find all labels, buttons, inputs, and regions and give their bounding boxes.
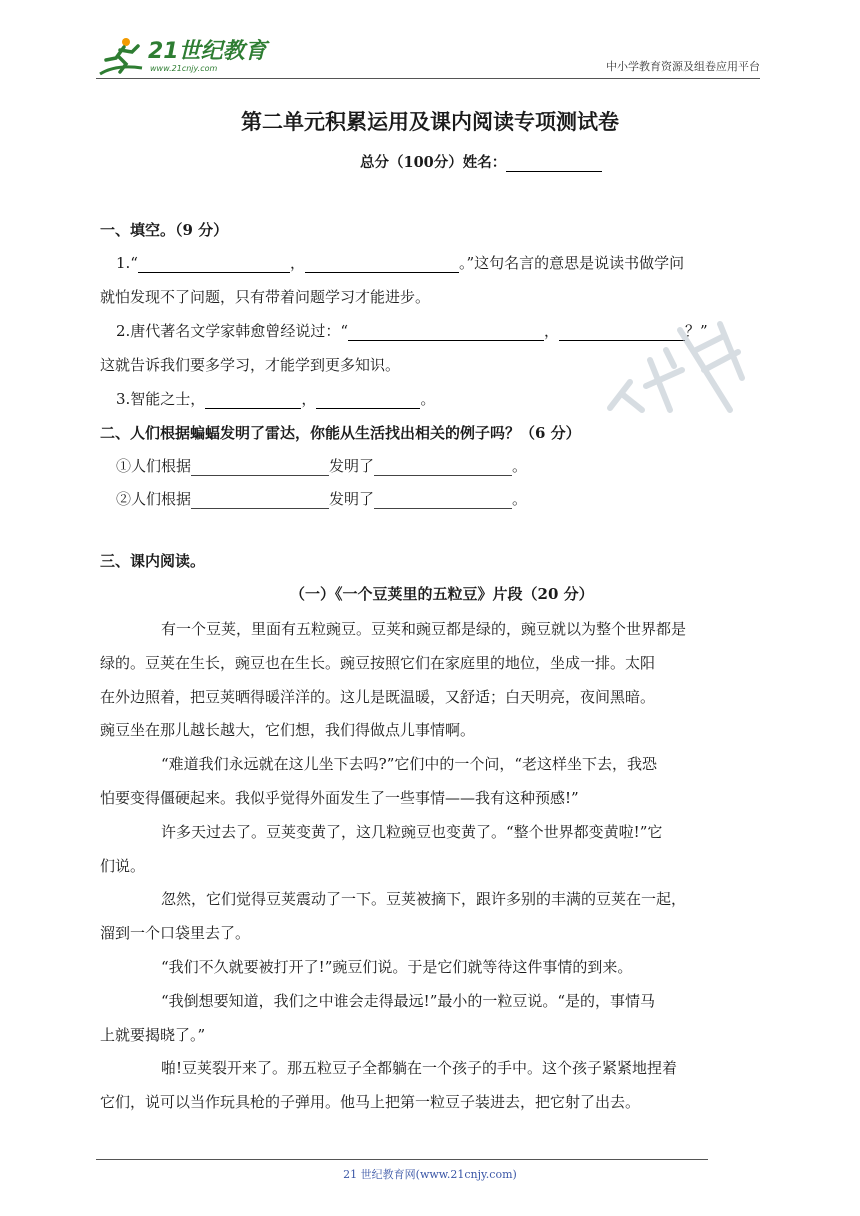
paragraph-line: 怕要变得僵硬起来。我似乎觉得外面发生了一些事情——我有这种预感!”	[100, 788, 579, 807]
q1-blank-2[interactable]	[305, 255, 459, 273]
score-label: 总分（100分）姓名：	[360, 154, 507, 171]
q3-prefix: 3.智能之士，	[116, 390, 206, 408]
footer-link[interactable]: 21 世纪教育网(www.21cnjy.com)	[343, 1168, 517, 1181]
example-1-label: ①人们根据	[116, 457, 192, 475]
logo	[96, 34, 276, 78]
example-1-mid: 发明了	[329, 457, 375, 475]
section-2-heading: 二、人们根据蝙蝠发明了雷达，你能从生活找出相关的例子吗？（6 分）	[100, 424, 581, 442]
example-1-blank-2[interactable]	[374, 458, 512, 476]
example-2-blank-2[interactable]	[374, 491, 512, 509]
footer-divider	[96, 1159, 708, 1160]
page-header	[96, 30, 760, 78]
example-1-end: 。	[512, 457, 528, 475]
paragraph-line: 上就要揭晓了。”	[100, 1025, 206, 1044]
watermark-icon	[570, 290, 770, 430]
paragraph-line: 许多天过去了。豆荚变黄了，这几粒豌豆也变黄了。“整个世界都变黄啦!”它	[161, 822, 663, 841]
logo-text: 21世纪教育	[148, 39, 267, 64]
paragraph-line: “难道我们永远就在这儿坐下去吗?”它们中的一个问，“老这样坐下去，我恐	[161, 755, 658, 774]
question-2-cont: 这就告诉我们要多学习，才能学到更多知识。	[100, 356, 401, 374]
q1-comma: ，	[289, 254, 305, 272]
platform-label: 中小学教育资源及组卷应用平台	[606, 60, 760, 73]
paragraph-line: 溜到一个口袋里去了。	[100, 924, 251, 943]
runner-logo-icon	[96, 34, 148, 78]
paragraph-line: 忽然，它们觉得豆荚震动了一下。豆荚被摘下，跟许多别的丰满的豆荚在一起，	[161, 890, 687, 909]
header-divider	[96, 78, 760, 79]
paragraph-line: “我们不久就要被打开了!”豌豆们说。于是它们就等待这件事情的到来。	[161, 957, 633, 976]
name-blank[interactable]	[506, 155, 602, 172]
question-1-cont: 就怕发现不了问题，只有带着问题学习才能进步。	[100, 288, 431, 306]
q1-blank-1[interactable]	[138, 255, 290, 273]
q3-blank-1[interactable]	[205, 391, 301, 409]
q1-suffix: 。”这句名言的意思是说读书做学问	[459, 254, 685, 272]
example-2-label: ②人们根据	[116, 490, 192, 508]
example-2-end: 。	[512, 490, 528, 508]
question-1	[116, 252, 684, 273]
paragraph-line: 啪!豆荚裂开来了。那五粒豆子全都躺在一个孩子的手中。这个孩子紧紧地捏着	[161, 1059, 678, 1078]
paragraph-line: 它们，说可以当作玩具枪的子弹用。他马上把第一粒豆子装进去，把它射了出去。	[100, 1093, 641, 1112]
reading-subtitle: （一）《一个豆荚里的五粒豆》片段（20 分）	[290, 585, 594, 603]
paragraph-line: 有一个豆荚，里面有五粒豌豆。豆荚和豌豆都是绿的，豌豆就以为整个世界都是	[161, 620, 687, 638]
paragraph-line: 豌豆坐在那儿越长越大，它们想，我们得做点儿事情啊。	[100, 721, 476, 740]
paragraph-line: “我倒想要知道，我们之中谁会走得最远!”最小的一粒豆说。“是的，事情马	[161, 991, 656, 1010]
question-3	[116, 388, 435, 409]
q1-prefix: 1.“	[116, 254, 138, 272]
section-1-heading: 一、填空。（9 分）	[100, 221, 229, 239]
logo-url: www.21cnjy.com	[150, 64, 218, 73]
q2-suffix: ？”	[685, 322, 708, 340]
paragraph-line: 在外边照着，把豆荚晒得暖洋洋的。这儿是既温暖，又舒适；白天明亮，夜间黑暗。	[100, 687, 656, 706]
example-2	[116, 488, 527, 509]
example-1	[116, 455, 527, 476]
paragraph-line: 绿的。豆荚在生长，豌豆也在生长。豌豆按照它们在家庭里的地位，坐成一排。太阳	[100, 653, 656, 672]
q3-suffix: 。	[420, 390, 436, 408]
q3-blank-2[interactable]	[316, 391, 420, 409]
paragraph-line: 们说。	[100, 856, 146, 875]
paragraph	[100, 613, 766, 1120]
example-2-blank-1[interactable]	[191, 491, 329, 509]
example-1-blank-1[interactable]	[191, 458, 329, 476]
section-3-heading: 三、课内阅读。	[100, 552, 206, 570]
q2-comma: ，	[543, 322, 559, 340]
score-name-line	[360, 151, 602, 172]
example-2-mid: 发明了	[329, 490, 375, 508]
q2-prefix: 2.唐代著名文学家韩愈曾经说过：“	[116, 322, 348, 340]
q3-comma: ，	[301, 390, 317, 408]
page-title: 第二单元积累运用及课内阅读专项测试卷	[241, 109, 619, 134]
q2-blank-1[interactable]	[348, 323, 544, 341]
